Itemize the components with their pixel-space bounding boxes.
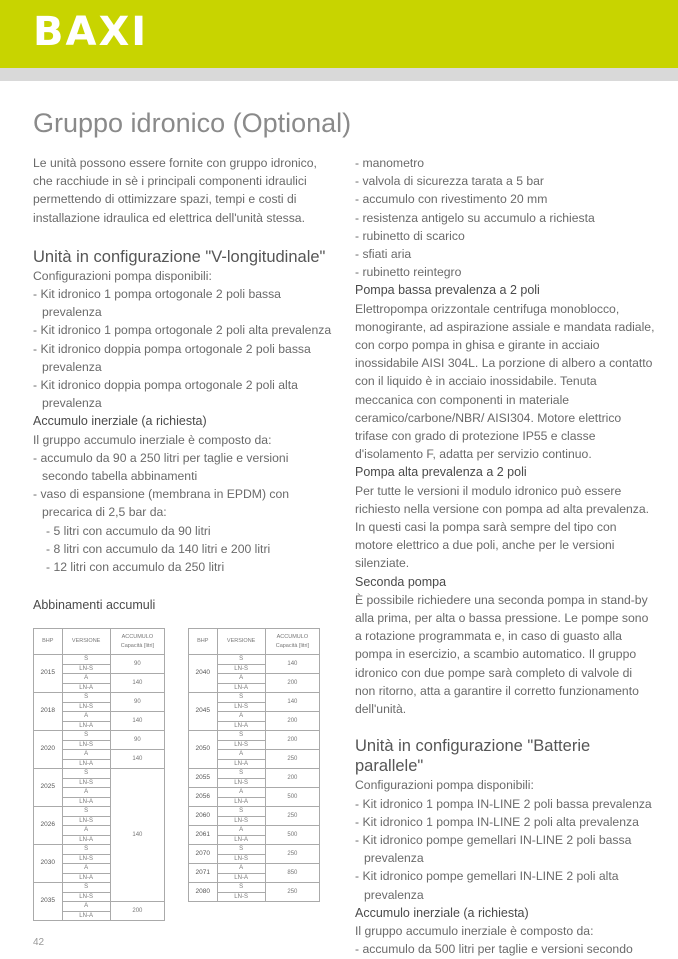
table-header-bhp: BHP <box>189 629 218 655</box>
table-cell: 140 <box>110 750 164 769</box>
config-label: Configurazioni pompa disponibili: <box>33 268 212 283</box>
table-cell-bhp: 2030 <box>34 845 63 883</box>
table-cell: S <box>217 769 265 779</box>
table-cell-bhp: 2060 <box>189 807 218 826</box>
list-item: - accumulo con rivestimento 20 mm <box>355 192 548 207</box>
table-cell: S <box>62 655 110 665</box>
table-cell: LN-S <box>62 702 110 712</box>
list-item: - rubinetto reintegro <box>355 265 462 280</box>
table-cell-bhp: 2061 <box>189 826 218 845</box>
table-cell-bhp: 2026 <box>34 807 63 845</box>
right-column <box>355 154 655 958</box>
list-item: - valvola di sicurezza tarata a 5 bar <box>355 174 544 189</box>
table-cell: 140 <box>110 769 164 902</box>
table-cell-bhp: 2080 <box>189 883 218 902</box>
pompa-alta-text: Per tutte le versioni il modulo idronico può essere richiesto nella versione con pompa ad alta prevalenza. In questi casi la pompa sarà sempre del tipo con motore elettrico a due poli, anche per le versioni silenziate. <box>355 483 650 571</box>
table-cell: LN-S <box>217 778 265 788</box>
list-item: - accumulo da 500 litri per taglie e versioni secondo <box>355 942 633 957</box>
table-cell: A <box>62 674 110 684</box>
table-cell-bhp: 2018 <box>34 693 63 731</box>
table-cell: 200 <box>265 769 319 788</box>
table-cell: 250 <box>265 807 319 826</box>
table-cell: LN-A <box>217 873 265 883</box>
accumulo-title: Accumulo inerziale (a richiesta) <box>33 414 207 429</box>
abbinamenti-table-1 <box>33 628 165 921</box>
list-item: - 8 litri con accumulo da 140 litri e 200 litri <box>46 541 271 556</box>
config-label: Configurazioni pompa disponibili: <box>355 778 534 793</box>
table-cell: LN-A <box>217 759 265 769</box>
list-item: - resistenza antigelo su accumulo a richiesta <box>355 210 595 225</box>
list-item: - sfiati aria <box>355 247 412 262</box>
table-cell: A <box>62 864 110 874</box>
table-cell: A <box>62 750 110 760</box>
table-cell: S <box>217 655 265 665</box>
intro-text: Le unità possono essere fornite con gruppo idronico, che racchiude in sè i principali componenti idraulici permettendo di ottimizzare spazi, tempi e costi di installazione idraulica ed elettrica dell'unità stessa. <box>33 156 317 225</box>
table-cell-bhp: 2050 <box>189 731 218 769</box>
table-cell: 140 <box>265 655 319 674</box>
list-item: - accumulo da 90 a 250 litri per taglie e versioni secondo tabella abbinamenti <box>33 450 289 484</box>
table-header-accumulo: ACCUMULO Capacità [litri] <box>110 629 164 655</box>
table-cell: 90 <box>110 693 164 712</box>
table-cell: LN-S <box>217 854 265 864</box>
header-divider <box>0 68 678 81</box>
table-cell: S <box>217 731 265 741</box>
table-cell: A <box>217 864 265 874</box>
table-cell: LN-A <box>62 683 110 693</box>
header-band <box>0 0 678 68</box>
batterie-section-title: Unità in configurazione "Batterie parallele" <box>355 737 591 776</box>
abbinamenti-title: Abbinamenti accumuli <box>33 598 156 613</box>
table-cell: S <box>62 845 110 855</box>
table-cell: S <box>62 807 110 817</box>
table-cell-bhp: 2015 <box>34 655 63 693</box>
table-cell: LN-A <box>217 835 265 845</box>
table-cell: LN-S <box>217 702 265 712</box>
table-cell: S <box>62 693 110 703</box>
pompa-bassa-title: Pompa bassa prevalenza a 2 poli <box>355 283 540 298</box>
list-item: - rubinetto di scarico <box>355 228 465 243</box>
list-item: - Kit idronico doppia pompa ortogonale 2 poli alta prevalenza <box>33 378 298 411</box>
table-cell: LN-A <box>62 873 110 883</box>
table-cell: LN-A <box>217 797 265 807</box>
table-cell: 140 <box>110 674 164 693</box>
table-cell: LN-S <box>62 854 110 864</box>
table-cell: A <box>62 712 110 722</box>
list-item: - manometro <box>355 156 425 170</box>
table-cell: LN-S <box>62 778 110 788</box>
v-long-section-title: Unità in configurazione "V-longitudinale" <box>33 247 326 266</box>
table-cell-bhp: 2071 <box>189 864 218 883</box>
pompa-alta-title: Pompa alta prevalenza a 2 poli <box>355 465 527 480</box>
table-cell: S <box>217 693 265 703</box>
table-cell: LN-S <box>62 892 110 902</box>
table-cell: A <box>217 826 265 836</box>
table-cell: LN-A <box>62 759 110 769</box>
table-cell: LN-A <box>217 683 265 693</box>
table-header-versione: VERSIONE <box>217 629 265 655</box>
table-cell: A <box>217 674 265 684</box>
table-cell: S <box>217 807 265 817</box>
table-cell: S <box>62 769 110 779</box>
table-cell: S <box>217 883 265 893</box>
list-item: - Kit idronico 1 pompa ortogonale 2 poli alta prevalenza <box>33 323 332 338</box>
list-item: - Kit idronico pompe gemellari IN-LINE 2 poli alta prevalenza <box>355 869 619 902</box>
table-cell: 90 <box>110 731 164 750</box>
table-cell: LN-S <box>217 664 265 674</box>
list-item: - 5 litri con accumulo da 90 litri <box>46 523 211 538</box>
table-cell-bhp: 2040 <box>189 655 218 693</box>
table-cell: LN-S <box>62 664 110 674</box>
table-cell: 200 <box>265 712 319 731</box>
table-cell: A <box>217 712 265 722</box>
list-item: - Kit idronico doppia pompa ortogonale 2 poli bassa prevalenza <box>33 341 311 374</box>
table-header-bhp: BHP <box>34 629 63 655</box>
table-cell-bhp: 2025 <box>34 769 63 807</box>
left-column <box>33 154 333 614</box>
table-cell: 500 <box>265 826 319 845</box>
list-item: - 12 litri con accumulo da 250 litri <box>46 560 225 575</box>
table-cell: 90 <box>110 655 164 674</box>
table-cell-bhp: 2020 <box>34 731 63 769</box>
seconda-pompa-title: Seconda pompa <box>355 574 447 589</box>
table-cell: 500 <box>265 788 319 807</box>
table-cell: A <box>62 788 110 798</box>
table-cell: 250 <box>265 750 319 769</box>
table-cell: 250 <box>265 845 319 864</box>
table-cell-bhp: 2035 <box>34 883 63 921</box>
pompa-bassa-text: Elettropompa orizzontale centrifuga monoblocco, monogirante, ad aspirazione assiale e mandata radiale, con corpo pompa in ghisa e girante in acciaio inossidabile AISI 304L. La porzione di albero a contatto con il liquido è in acciaio inossidabile. Tenuta meccanica con componenti in materiale ceramico/carbone/NBR/ AISI304. Motore elettrico trifase con grado di protezione IP55 e classe d'isolamento F, adatta per servizio continuo. <box>355 301 655 462</box>
table-cell: 250 <box>265 883 319 902</box>
table-cell: 200 <box>265 731 319 750</box>
table-cell: 140 <box>265 693 319 712</box>
brand-logo: BAXI <box>33 9 149 55</box>
table-cell: S <box>62 731 110 741</box>
table-cell: LN-A <box>62 911 110 921</box>
table-cell: LN-S <box>62 740 110 750</box>
table-cell-bhp: 2070 <box>189 845 218 864</box>
table-cell-bhp: 2055 <box>189 769 218 788</box>
table-cell: A <box>217 788 265 798</box>
accumulo-intro: Il gruppo accumulo inerziale è composto da: <box>355 923 594 938</box>
list-item: - Kit idronico 1 pompa IN-LINE 2 poli alta prevalenza <box>355 814 639 829</box>
list-item: - Kit idronico 1 pompa IN-LINE 2 poli bassa prevalenza <box>355 796 652 811</box>
table-cell-bhp: 2045 <box>189 693 218 731</box>
table-cell: LN-A <box>62 721 110 731</box>
list-item: - Kit idronico 1 pompa ortogonale 2 poli bassa prevalenza <box>33 287 281 320</box>
accumulo-intro: Il gruppo accumulo inerziale è composto da: <box>33 432 272 447</box>
page-number: 42 <box>33 937 45 948</box>
table-cell: LN-A <box>62 835 110 845</box>
page-title: Gruppo idronico (Optional) <box>33 108 352 138</box>
table-header-accumulo: ACCUMULO Capacità [litri] <box>265 629 319 655</box>
accumulo-title: Accumulo inerziale (a richiesta) <box>355 905 529 920</box>
table-cell: LN-S <box>217 892 265 902</box>
table-cell-bhp: 2056 <box>189 788 218 807</box>
table-cell: 140 <box>110 712 164 731</box>
table-cell: A <box>62 902 110 912</box>
table-cell: LN-S <box>217 740 265 750</box>
table-header-versione: VERSIONE <box>62 629 110 655</box>
table-cell: S <box>217 845 265 855</box>
table-cell: 850 <box>265 864 319 883</box>
abbinamenti-table-2 <box>188 628 320 902</box>
list-item: - vaso di espansione (membrana in EPDM) con precarica di 2,5 bar da: <box>33 487 290 520</box>
table-cell: LN-S <box>62 816 110 826</box>
table-cell: LN-S <box>217 816 265 826</box>
table-cell: 200 <box>265 674 319 693</box>
seconda-pompa-text: È possibile richiedere una seconda pompa in stand-by alla prima, per alta o bassa pressione. Le pompe sono a rotazione programmata e, in caso di guasto alla pompa in esercizio, a scambio automatico. Il gruppo idronico con due pompe sarà completo di valvole di non ritorno, atta a garantire il corretto funzionamento dell'unità. <box>355 592 649 717</box>
table-cell: A <box>62 826 110 836</box>
table-cell: 200 <box>110 902 164 921</box>
list-item: - Kit idronico pompe gemellari IN-LINE 2 poli bassa prevalenza <box>355 832 632 866</box>
table-cell: LN-A <box>62 797 110 807</box>
table-cell: A <box>217 750 265 760</box>
table-cell: LN-A <box>217 721 265 731</box>
table-cell: S <box>62 883 110 893</box>
